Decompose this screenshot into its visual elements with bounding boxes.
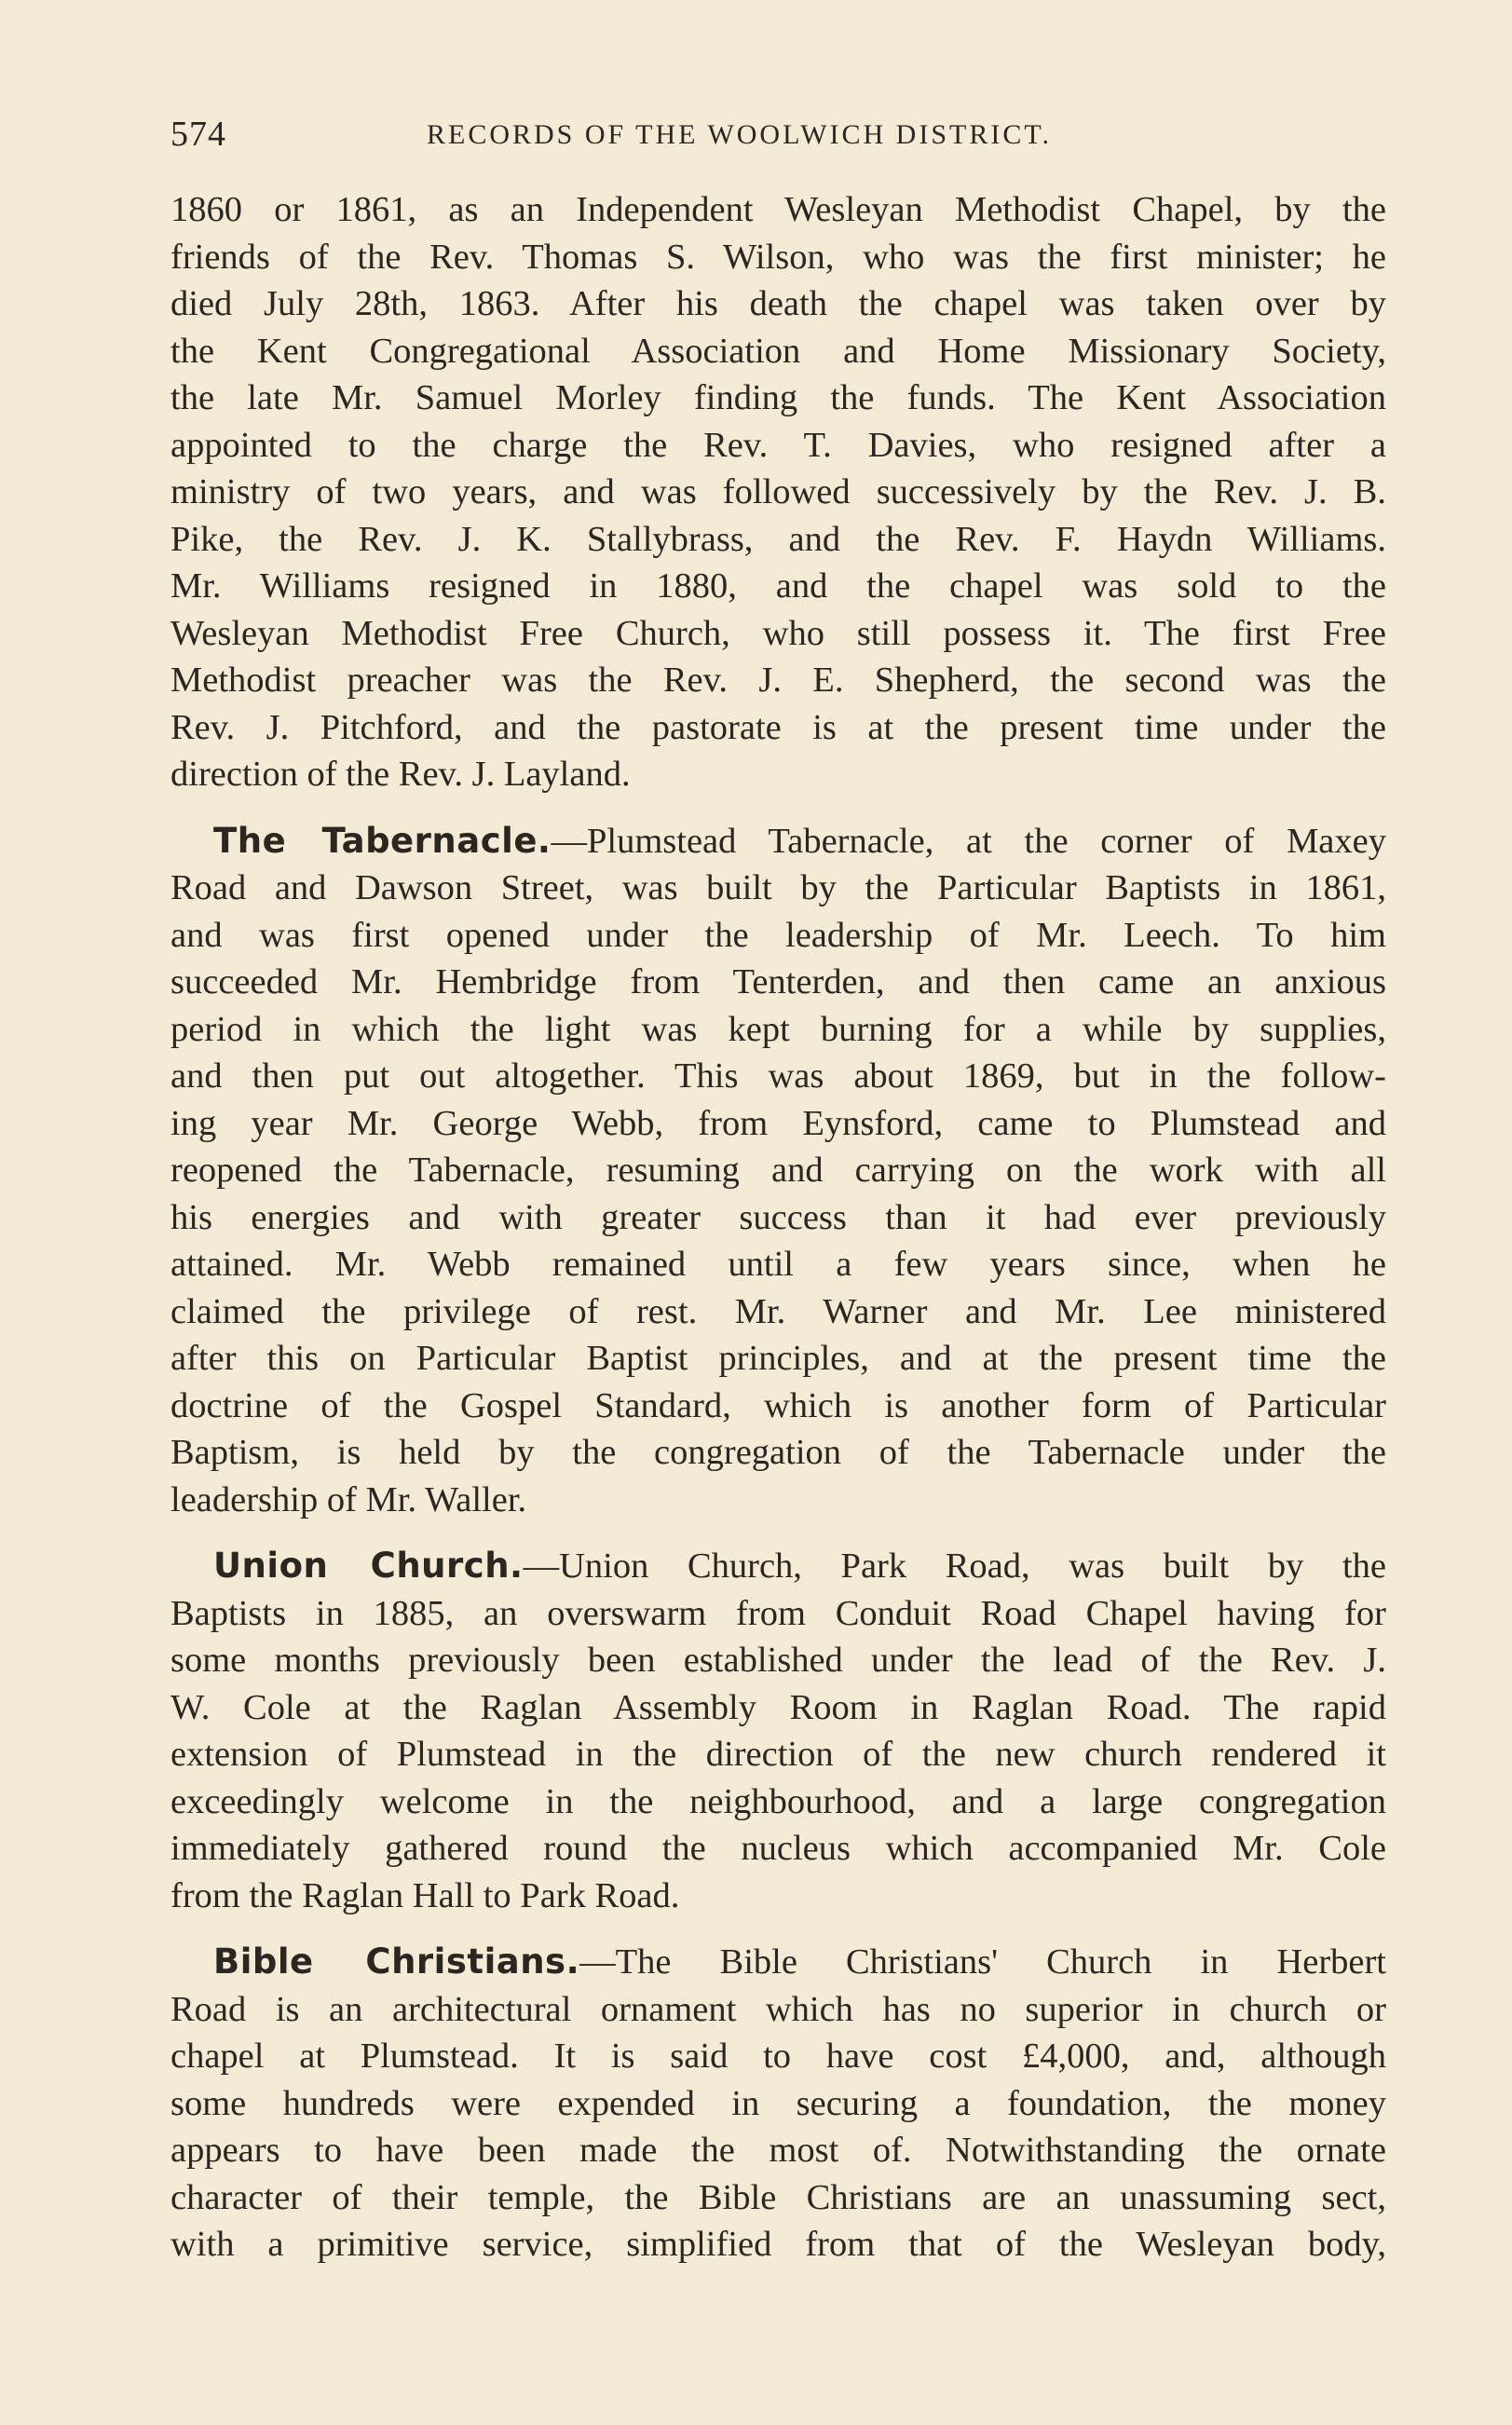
text-line: doctrine of the Gospel Standard, which is another form of Particular bbox=[170, 1385, 1386, 1425]
paragraph-spacer bbox=[170, 798, 1386, 818]
text-line: appointed to the charge the Rev. T. Davies, who resigned after a bbox=[170, 425, 1386, 465]
text-line: character of their temple, the Bible Christians are an unassuming sect, bbox=[170, 2177, 1386, 2217]
paragraph-bible-christians bbox=[170, 1939, 1386, 2268]
text-line-run: —Union Church, Park Road, was built by the bbox=[523, 1546, 1386, 1586]
text-line: some hundreds were expended in securing a foundation, the money bbox=[170, 2083, 1386, 2123]
text-line: immediately gathered round the nucleus which accompanied Mr. Cole bbox=[170, 1829, 1386, 1868]
running-title: RECORDS OF THE WOOLWICH DISTRICT. bbox=[427, 119, 1052, 150]
section-heading: Union Church. bbox=[213, 1546, 524, 1586]
text-line: succeeded Mr. Hembridge from Tenterden, and then came an anxious bbox=[170, 962, 1386, 1001]
text-line: Mr. Williams resigned in 1880, and the chapel was sold to the bbox=[170, 566, 1386, 606]
paragraph-tabernacle bbox=[170, 818, 1386, 1524]
text-line: and then put out altogether. This was about 1869, but in the follow- bbox=[170, 1056, 1386, 1096]
paragraph-spacer bbox=[170, 1523, 1386, 1543]
paragraph-wesleyan-chapel bbox=[170, 186, 1386, 798]
text-line: Baptists in 1885, an overswarm from Conduit Road Chapel having for bbox=[170, 1593, 1386, 1633]
text-line: from the Raglan Hall to Park Road. bbox=[170, 1875, 680, 1915]
text-line-run: —The Bible Christians' Church in Herbert bbox=[579, 1942, 1386, 1982]
running-header bbox=[170, 114, 1386, 160]
text-line-run: —Plumstead Tabernacle, at the corner of Maxey bbox=[551, 821, 1386, 861]
text-line: died July 28th, 1863. After his death the chapel was taken over by bbox=[170, 284, 1386, 323]
text-line bbox=[170, 1939, 1386, 1986]
section-heading: Bible Christians. bbox=[213, 1941, 580, 1982]
text-line: exceedingly welcome in the neighbourhood, and a large congregation bbox=[170, 1781, 1386, 1821]
text-line: with a primitive service, simplified from that of the Wesleyan body, bbox=[170, 2225, 1386, 2264]
text-line: direction of the Rev. J. Layland. bbox=[170, 755, 631, 794]
text-line: 1860 or 1861, as an Independent Wesleyan Methodist Chapel, by the bbox=[170, 190, 1386, 229]
text-line: Rev. J. Pitchford, and the pastorate is at the present time under the bbox=[170, 707, 1386, 747]
text-line: ing year Mr. George Webb, from Eynsford, came to Plumstead and bbox=[170, 1103, 1386, 1143]
text-line: Baptism, is held by the congregation of the Tabernacle under the bbox=[170, 1433, 1386, 1472]
text-line: some months previously been established under the lead of the Rev. J. bbox=[170, 1641, 1386, 1680]
text-line: and was first opened under the leadership of Mr. Leech. To him bbox=[170, 915, 1386, 955]
text-line: extension of Plumstead in the direction of the new church rendered it bbox=[170, 1735, 1386, 1774]
text-line: period in which the light was kept burning for a while by supplies, bbox=[170, 1009, 1386, 1049]
text-line: appears to have been made the most of. Notwithstanding the ornate bbox=[170, 2131, 1386, 2170]
text-line: Road and Dawson Street, was built by the Particular Baptists in 1861, bbox=[170, 868, 1386, 907]
text-line: Road is an architectural ornament which has no superior in church or bbox=[170, 1989, 1386, 2029]
paragraph-union-church bbox=[170, 1543, 1386, 1919]
text-line: attained. Mr. Webb remained until a few years since, when he bbox=[170, 1245, 1386, 1284]
text-line: the Kent Congregational Association and Home Missionary Society, bbox=[170, 331, 1386, 371]
text-line: leadership of Mr. Waller. bbox=[170, 1479, 527, 1519]
text-line: Pike, the Rev. J. K. Stallybrass, and the Rev. F. Haydn Williams. bbox=[170, 519, 1386, 559]
text-line: chapel at Plumstead. It is said to have cost £4,000, and, although bbox=[170, 2037, 1386, 2076]
text-line: claimed the privilege of rest. Mr. Warner and Mr. Lee ministered bbox=[170, 1291, 1386, 1331]
text-line: Wesleyan Methodist Free Church, who still possess it. The first Free bbox=[170, 613, 1386, 653]
paragraph-spacer bbox=[170, 1919, 1386, 1939]
text-line: the late Mr. Samuel Morley finding the funds. The Kent Association bbox=[170, 378, 1386, 417]
section-heading: The Tabernacle. bbox=[213, 820, 552, 861]
text-line: W. Cole at the Raglan Assembly Room in Raglan Road. The rapid bbox=[170, 1687, 1386, 1727]
text-line bbox=[170, 818, 1386, 865]
text-line: ministry of two years, and was followed successively by the Rev. J. B. bbox=[170, 472, 1386, 511]
page-number: 574 bbox=[170, 115, 226, 154]
text-line: after this on Particular Baptist principles, and at the present time the bbox=[170, 1339, 1386, 1378]
text-line bbox=[170, 1543, 1386, 1590]
text-line: Methodist preacher was the Rev. J. E. Shepherd, the second was the bbox=[170, 661, 1386, 700]
text-line: reopened the Tabernacle, resuming and carrying on the work with all bbox=[170, 1151, 1386, 1190]
text-line: his energies and with greater success than it had ever previously bbox=[170, 1197, 1386, 1237]
text-line: friends of the Rev. Thomas S. Wilson, who was the first minister; he bbox=[170, 237, 1386, 277]
body-text bbox=[170, 186, 1386, 2268]
